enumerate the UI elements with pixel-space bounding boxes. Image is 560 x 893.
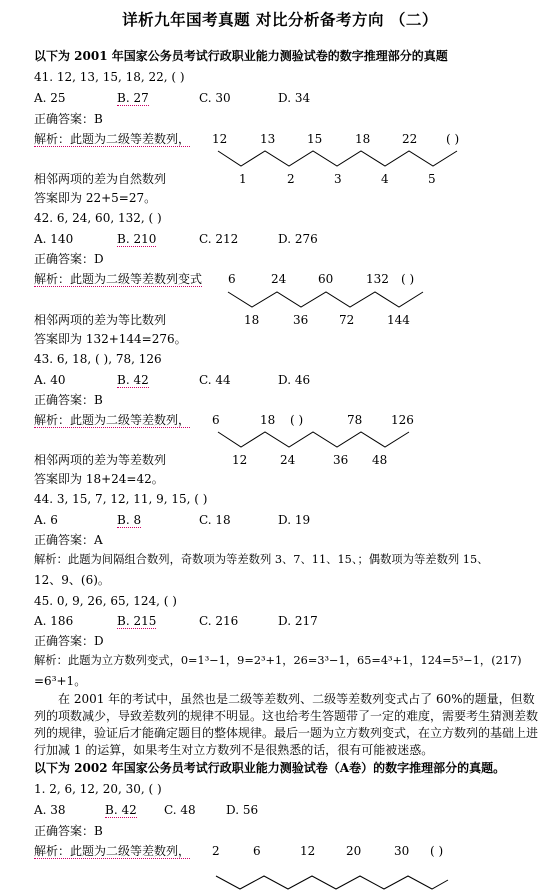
q43-diff: 48 [372, 453, 388, 467]
q43-diff: 12 [232, 453, 248, 467]
q1-zigzag [216, 876, 448, 889]
q45-option-a: A. 186 [34, 614, 74, 628]
q41-diff: 1 [239, 172, 247, 186]
section-heading-2001: 以下为 2001 年国家公务员考试行政职业能力测验试卷的数字推理部分的真题 [34, 49, 448, 63]
q42-option-d: D. 276 [278, 232, 318, 246]
q44-stem: 44. 3, 15, 7, 12, 11, 9, 15, ( ) [34, 492, 208, 506]
q42-analysis: 解析：此题为二级等差数列变式 [34, 272, 203, 286]
q1-term: 6 [253, 844, 261, 858]
q41-term: 18 [355, 132, 371, 146]
q43-analysis: 解析：此题为二级等差数列， [34, 413, 191, 427]
q41-option-d: D. 34 [278, 91, 311, 105]
q43-diff: 24 [280, 453, 296, 467]
q41-option-a: A. 25 [34, 91, 66, 105]
q41-option-b: B. 27 [117, 91, 149, 105]
q43-term: 78 [347, 413, 363, 427]
q41-zigzag [218, 151, 457, 166]
q41-analysis: 解析：此题为二级等差数列， [34, 132, 191, 146]
q42-result: 答案即为 132+144=276。 [34, 332, 187, 346]
q43-zigzag [218, 432, 409, 447]
q42-term: 60 [318, 272, 334, 286]
q43-answer: 正确答案：B [34, 393, 103, 407]
q1-term: 30 [394, 844, 410, 858]
q41-stem: 41. 12, 13, 15, 18, 22, ( ) [34, 70, 185, 84]
q44-option-d: D. 19 [278, 513, 311, 527]
q43-diff: 36 [333, 453, 349, 467]
q1-analysis: 解析：此题为二级等差数列， [34, 844, 191, 858]
q42-term: 132 [366, 272, 389, 286]
q42-zigzag [228, 292, 423, 307]
q41-term: 22 [402, 132, 418, 146]
q41-note: 相邻两项的差为自然数列 [34, 172, 167, 186]
q41-term-blank: ( ) [446, 132, 460, 146]
q42-term: 6 [228, 272, 236, 286]
q42-term: 24 [271, 272, 287, 286]
q42-answer: 正确答案：D [34, 252, 104, 266]
q41-diff: 4 [381, 172, 389, 186]
q42-diff: 72 [339, 313, 355, 327]
q1-term: 2 [212, 844, 220, 858]
q43-note: 相邻两项的差为等差数列 [34, 453, 167, 467]
q45-analysis: 解析：此题为立方数列变式，0=1³−1，9=2³+1，26=3³−1，65=4³+1，124=5³−1，(217) [34, 654, 522, 667]
q41-answer: 正确答案：B [34, 112, 103, 126]
q44-analysis: 解析：此题为间隔组合数列，奇数项为等差数列 3、7、11、15、；偶数项为等差数列 15、 [34, 553, 489, 566]
section-heading-2002: 以下为 2002 年国家公务员考试行政职业能力测验试卷（A卷）的数字推理部分的真题。 [34, 761, 506, 775]
q45-answer: 正确答案：D [34, 634, 104, 648]
q43-term-blank: ( ) [290, 413, 304, 427]
q1-answer: 正确答案：B [34, 824, 103, 838]
q43-option-a: A. 40 [34, 373, 66, 387]
page-title: 详析九年国考真题 对比分析备考方向 （二） [122, 10, 438, 29]
q42-option-c: C. 212 [199, 232, 239, 246]
q42-diff: 18 [244, 313, 260, 327]
q44-option-c: C. 18 [199, 513, 231, 527]
q45-analysis-cont: =6³+1。 [34, 674, 87, 688]
q1-term: 12 [300, 844, 316, 858]
q41-result: 答案即为 22+5=27。 [34, 191, 157, 205]
q43-result: 答案即为 18+24=42。 [34, 472, 164, 486]
q44-answer: 正确答案：A [34, 533, 103, 547]
q44-option-a: A. 6 [34, 513, 58, 527]
q45-stem: 45. 0, 9, 26, 65, 124, ( ) [34, 594, 177, 608]
q41-diff: 2 [287, 172, 295, 186]
q43-term: 18 [260, 413, 276, 427]
q1-term-blank: ( ) [430, 844, 444, 858]
q43-option-d: D. 46 [278, 373, 311, 387]
q42-term-blank: ( ) [401, 272, 415, 286]
q45-option-c: C. 216 [199, 614, 239, 628]
q45-option-b: B. 215 [117, 614, 157, 628]
q42-diff: 36 [293, 313, 309, 327]
q43-option-b: B. 42 [117, 373, 149, 387]
q41-term: 12 [212, 132, 228, 146]
q1-option-c: C. 48 [164, 803, 196, 817]
q1-stem: 1. 2, 6, 12, 20, 30, ( ) [34, 782, 162, 796]
q44-analysis-cont: 12、9、(6)。 [34, 573, 110, 587]
q41-term: 13 [260, 132, 276, 146]
q1-option-b: B. 42 [105, 803, 137, 817]
q42-option-b: B. 210 [117, 232, 157, 246]
q41-diff: 3 [334, 172, 342, 186]
q41-term: 15 [307, 132, 323, 146]
q43-term: 6 [212, 413, 220, 427]
q43-option-c: C. 44 [199, 373, 231, 387]
summary-paragraph: 在 2001 年的考试中，虽然也是二级等差数列、二级等差数列变式占了 60%的题量，但数列的项数减少，导致差数列的规律不明显。这也给考生答题带了一定的难度，需要考生猜测差数列的规律，验证后才能确定题目的整体规律。最后一题为立方数列变式，在立方数列的基础上进行加减 1 的运算，如果考生对立方数列不是很熟悉的话，很有可能被迷惑。 [34, 692, 539, 757]
q42-note: 相邻两项的差为等比数列 [34, 313, 167, 327]
q1-option-a: A. 38 [34, 803, 66, 817]
q41-diff: 5 [428, 172, 436, 186]
q1-option-d: D. 56 [226, 803, 259, 817]
q42-stem: 42. 6, 24, 60, 132, ( ) [34, 211, 162, 225]
q42-option-a: A. 140 [34, 232, 74, 246]
q45-option-d: D. 217 [278, 614, 318, 628]
q1-term: 20 [346, 844, 362, 858]
q44-option-b: B. 8 [117, 513, 142, 527]
q42-diff: 144 [387, 313, 410, 327]
q43-stem: 43. 6, 18, ( ), 78, 126 [34, 352, 162, 366]
q41-option-c: C. 30 [199, 91, 231, 105]
q43-term: 126 [391, 413, 414, 427]
